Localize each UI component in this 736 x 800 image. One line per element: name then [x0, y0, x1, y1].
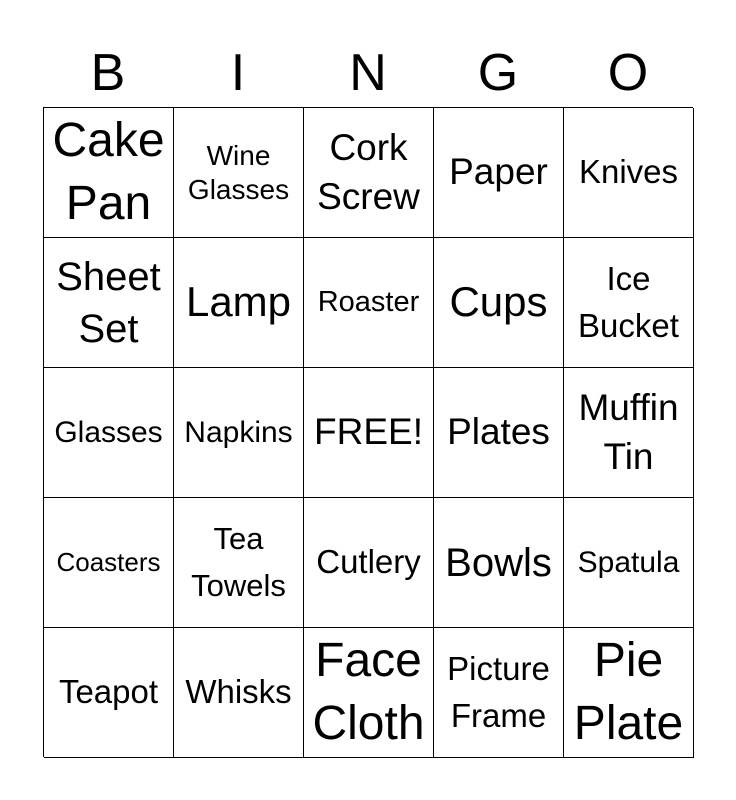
bingo-cell-r4c3[interactable] — [304, 498, 434, 628]
bingo-cell-r1c1[interactable] — [44, 108, 174, 238]
cell-label: Coasters — [56, 546, 161, 577]
header-letter-o: O — [607, 44, 649, 102]
header-letter-i: I — [230, 44, 246, 102]
bingo-cell-r1c2[interactable] — [174, 108, 304, 238]
cell-label: Sheet Set — [56, 254, 161, 351]
bingo-cell-r4c1[interactable] — [44, 498, 174, 628]
cell-label: Cake Pan — [52, 114, 165, 230]
header-letter-b: B — [90, 44, 126, 102]
cell-label: Lamp — [185, 278, 292, 326]
cell-label: Wine Glasses — [187, 139, 290, 205]
cell-label: Plates — [447, 411, 550, 453]
cell-label: Cutlery — [316, 543, 421, 581]
cell-label: FREE! — [314, 411, 423, 453]
cell-label: Muffin Tin — [578, 387, 679, 477]
bingo-cell-r5c2[interactable] — [174, 628, 304, 758]
cell-label: Paper — [449, 151, 548, 193]
bingo-cell-r2c3[interactable] — [304, 238, 434, 368]
cell-label: Teapot — [58, 673, 159, 711]
cell-label: Whisks — [185, 673, 292, 711]
header-letter-n: N — [349, 44, 387, 102]
bingo-cell-r5c5[interactable] — [564, 628, 694, 758]
bingo-header — [43, 40, 693, 106]
bingo-cell-r4c4[interactable] — [434, 498, 564, 628]
cell-label: Picture Frame — [447, 650, 550, 734]
cell-label: Knives — [578, 153, 679, 191]
bingo-cell-r1c4[interactable] — [434, 108, 564, 238]
bingo-cell-r3c2[interactable] — [174, 368, 304, 498]
bingo-cell-r3c1[interactable] — [44, 368, 174, 498]
bingo-cell-r2c1[interactable] — [44, 238, 174, 368]
cell-label: Glasses — [54, 416, 163, 449]
bingo-cell-r2c5[interactable] — [564, 238, 694, 368]
bingo-cell-r4c2[interactable] — [174, 498, 304, 628]
bingo-cell-r3c5[interactable] — [564, 368, 694, 498]
cell-label: Spatula — [577, 546, 680, 579]
bingo-cell-r2c2[interactable] — [174, 238, 304, 368]
bingo-cell-r5c4[interactable] — [434, 628, 564, 758]
cell-label: Roaster — [317, 286, 420, 319]
bingo-cell-r3c3[interactable] — [304, 368, 434, 498]
cell-label: Face Cloth — [312, 634, 425, 750]
cell-label: Cork Screw — [317, 127, 420, 217]
bingo-cell-r5c3[interactable] — [304, 628, 434, 758]
cell-label: Pie Plate — [573, 634, 684, 750]
bingo-cell-r1c3[interactable] — [304, 108, 434, 238]
bingo-card-grid — [43, 107, 693, 757]
bingo-cell-r2c4[interactable] — [434, 238, 564, 368]
header-letter-g: G — [477, 44, 519, 102]
cell-label: Bowls — [445, 540, 552, 585]
cell-label: Napkins — [184, 416, 293, 449]
cell-label: Cups — [449, 278, 548, 326]
bingo-cell-r3c4[interactable] — [434, 368, 564, 498]
bingo-cell-r5c1[interactable] — [44, 628, 174, 758]
cell-label: Ice Bucket — [578, 260, 679, 344]
cell-label: Tea Towels — [191, 521, 286, 603]
bingo-cell-r4c5[interactable] — [564, 498, 694, 628]
bingo-cell-r1c5[interactable] — [564, 108, 694, 238]
